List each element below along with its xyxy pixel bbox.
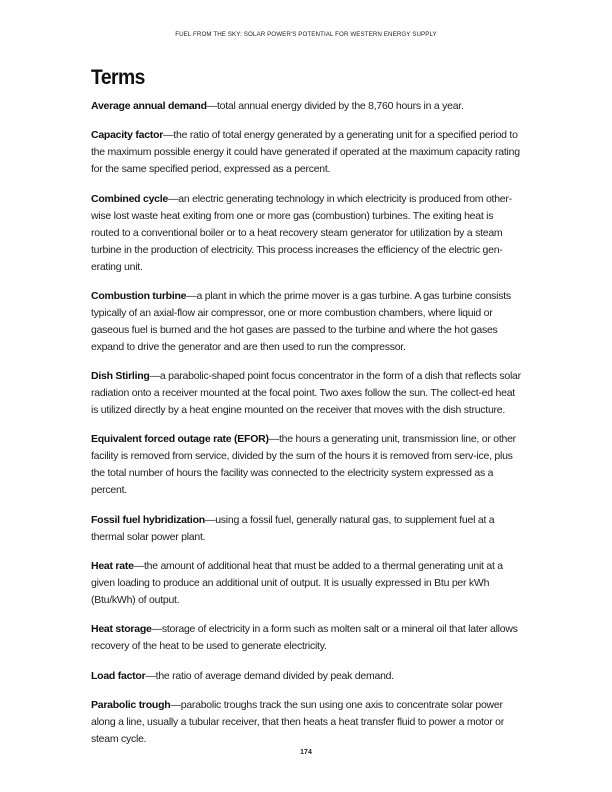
running-header: FUEL FROM THE SKY: SOLAR POWER'S POTENTIAL FOR WESTERN ENERGY SUPPLY (175, 31, 437, 38)
term-name: Capacity factor (91, 129, 164, 142)
term-definition: —the ratio of average demand divided by peak demand. (145, 669, 394, 682)
term-name: Parabolic trough (91, 698, 171, 711)
term-name: Combustion turbine (91, 289, 187, 302)
term-entry-heat-storage (91, 621, 523, 655)
term-name: Average annual demand (91, 100, 207, 112)
term-definition: —a parabolic-shaped point focus concentrator in the form of a dish that reflects solar radiation onto a receiver mounted at the focal point. Two axes follow the sun. The collect-ed heat is utilized directly by a heat engine mounted on the receiver that moves with the dish structure. (91, 370, 521, 417)
term-entry-combined-cycle (91, 191, 523, 276)
term-definition: —parabolic troughs track the sun using one axis to concentrate solar power along a line, usually a tubular receiver, that then heats a heat transfer fluid to power a motor or steam cycle. (91, 698, 505, 745)
page-number: 174 (300, 749, 312, 756)
term-definition: —the amount of additional heat that must be added to a thermal generating unit at a given loading to produce an additional unit of output. It is usually expressed in Btu per kWh (Btu/kWh) of output. (91, 560, 503, 607)
term-name: Fossil fuel hybridization (91, 513, 205, 526)
term-name: Combined cycle (91, 192, 169, 205)
term-entry-average-annual-demand (91, 98, 523, 115)
page-title: Terms (91, 66, 145, 89)
term-definition: —the ratio of total energy generated by a generating unit for a specified period to the maximum possible energy it could have generated if operated at the maximum capacity rating for the same specified period, expressed as a percent. (91, 129, 520, 176)
term-definition: —the hours a generating unit, transmission line, or other facility is removed from service, divided by the sum of the hours it is removed from serv-ice, plus the total number of hours the facility was connected to the electricity system expressed as a percent. (91, 433, 516, 497)
terms-list (91, 98, 523, 760)
term-name: Load factor (91, 669, 146, 682)
term-entry-dish-stirling (91, 368, 523, 419)
term-entry-efor (91, 431, 523, 499)
term-name: Equivalent forced outage rate (EFOR) (91, 433, 269, 446)
term-entry-load-factor (91, 668, 523, 685)
term-entry-heat-rate (91, 558, 523, 609)
term-name: Heat rate (91, 560, 134, 573)
term-entry-fossil-fuel-hybridization (91, 512, 523, 546)
term-definition: —a plant in which the prime mover is a gas turbine. A gas turbine consists typically of an axial-flow air compressor, one or more combustion chambers, where liquid or gaseous fuel is burned and the hot gases are passed to the turbine and where the hot gases expand to drive the generator and are then used to run the compressor. (91, 289, 511, 353)
term-entry-capacity-factor (91, 127, 523, 178)
term-name: Heat storage (91, 623, 152, 636)
term-definition: —total annual energy divided by the 8,760 hours in a year. (206, 100, 464, 112)
term-definition: —using a fossil fuel, generally natural gas, to supplement fuel at a thermal solar power plant. (91, 513, 495, 543)
term-entry-combustion-turbine (91, 288, 523, 356)
term-definition: —storage of electricity in a form such as molten salt or a mineral oil that later allows recovery of the heat to be used to generate electricity. (91, 623, 518, 653)
term-definition: —an electric generating technology in which electricity is produced from other-wise lost waste heat exiting from one or more gas (combustion) turbines. The exiting heat is routed to a conventional boiler or to a heat recovery steam generator for utilization by a steam turbine in the production of electricity. This process increases the efficiency of the electric gen-erating unit. (91, 192, 512, 273)
term-entry-parabolic-trough (91, 697, 523, 748)
term-name: Dish Stirling (91, 370, 150, 383)
